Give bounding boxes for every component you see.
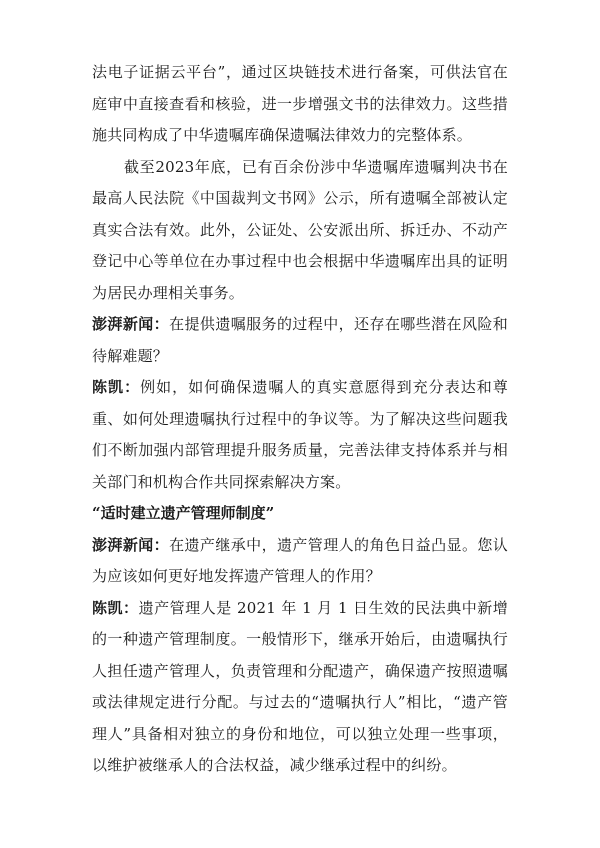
paragraph-statistics: 截至2023年底，已有百余份涉中华遗嘱库遗嘱判决书在最高人民法院《中国裁判文书网》公示，所有遗嘱全部被认定真实合法有效。此外，公证处、公安派出所、拆迁办、不动产登记中心等单位在办事过程中也会根据中华遗嘱库出具的证明为居民办理相关事务。 [92, 157, 508, 302]
speaker-label: 澎湃新闻： [92, 315, 170, 333]
question-risks [92, 309, 508, 372]
section-heading: “适时建立遗产管理师制度” [92, 504, 275, 522]
answer-text: 例如，如何确保遗嘱人的真实意愿得到充分表达和尊重、如何处理遗嘱执行过程中的争议等。为了解决这些问题我们不断加强内部管理提升服务质量，完善法律支持体系并与相关部门和机构合作共同探索解决方案。 [92, 378, 508, 491]
question-estate-administrator [92, 530, 508, 593]
speaker-label: 澎湃新闻： [92, 535, 170, 554]
question-text: 在遗产继承中，遗产管理人的角色日益凸显。您认为应该如何更好地发挥遗产管理人的作用？ [92, 535, 508, 585]
question-text: 在提供遗嘱服务的过程中，还存在哪些潜在风险和待解难题？ [92, 315, 508, 365]
paragraph-continued: 法电子证据云平台”，通过区块链技术进行备案，可供法官在庭审中直接查看和核验，进一步增强文书的法律效力。这些措施共同构成了中华遗嘱库确保遗嘱法律效力的完整体系。 [92, 63, 508, 144]
answer-estate-administrator [92, 593, 508, 782]
answer-text: 遗产管理人是 2021 年 1 月 1 日生效的民法典中新增的一种遗产管理制度。一般情形下，继承开始后，由遗嘱执行人担任遗产管理人，负责管理和分配遗产，确保遗产按照遗嘱或法律规定进行分配。与过去的“遗嘱执行人”相比，“遗产管理人”具备相对独立的身份和地位，可以独立处理一些事项，以维护被继承人的合法权益，减少继承过程中的纠纷。 [92, 598, 508, 774]
speaker-label: 陈凯： [92, 598, 139, 617]
speaker-label: 陈凯： [92, 378, 141, 396]
answer-risks [92, 372, 508, 498]
